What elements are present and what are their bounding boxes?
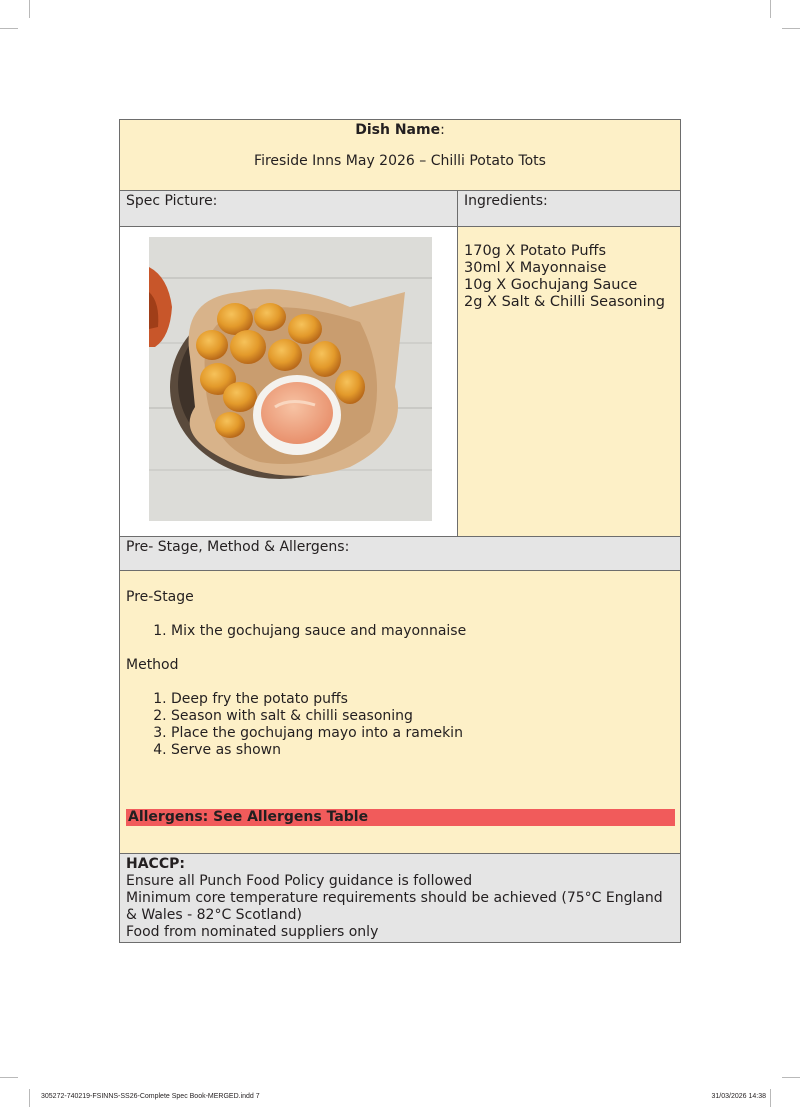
dish-name-heading: Dish Name: [355,122,445,138]
method-step: 3. Place the gochujang mayo into a ramekin [171,725,674,742]
spec-picture-cell [120,227,458,537]
haccp-cell [120,854,681,943]
crop-mark [770,0,771,18]
ingredients-header: Ingredients: [458,191,681,227]
dish-name-value: Fireside Inns May 2026 – Chilli Potato Tots [254,153,546,169]
crop-mark [0,28,18,29]
haccp-title: HACCP: [126,856,185,872]
crop-mark [29,0,30,18]
method-header: Pre- Stage, Method & Allergens: [120,537,681,571]
haccp-line: Ensure all Punch Food Policy guidance is followed [126,873,473,889]
crop-mark [782,1077,800,1078]
crop-mark [29,1089,30,1107]
prestage-step: 1. Mix the gochujang sauce and mayonnaise [171,623,674,640]
footer-file: 305272-740219-FSINNS-SS26-Complete Spec Book-MERGED.indd 7 [41,1093,260,1100]
haccp-line: Food from nominated suppliers only [126,924,379,940]
ingredient-item: 2g X Salt & Chilli Seasoning [464,294,665,310]
method-step: 1. Deep fry the potato puffs [171,691,674,708]
dish-name-cell [120,120,681,191]
ingredient-item: 10g X Gochujang Sauce [464,277,638,293]
method-step: 2. Season with salt & chilli seasoning [171,708,674,725]
prestage-list [126,623,674,640]
footer-datetime: 31/03/2026 14:38 [711,1093,766,1100]
crop-mark [782,28,800,29]
allergens-banner: Allergens: See Allergens Table [126,809,675,826]
method-list [126,691,674,759]
crop-mark [770,1089,771,1107]
method-cell [120,571,681,854]
method-step: 4. Serve as shown [171,742,674,759]
ingredient-item: 30ml X Mayonnaise [464,260,607,276]
spec-table [119,119,681,943]
ingredient-item: 170g X Potato Puffs [464,243,607,259]
dish-photo [120,227,457,532]
crop-mark [0,1077,18,1078]
haccp-line: Minimum core temperature requirements should be achieved (75°C England & Wales - 82°C Scotland) [126,890,663,923]
method-title: Method [126,657,179,673]
prestage-title: Pre-Stage [126,589,194,605]
dish-name-label: Dish Name [355,122,441,138]
ingredients-cell [458,227,681,537]
spec-picture-header: Spec Picture: [120,191,458,227]
